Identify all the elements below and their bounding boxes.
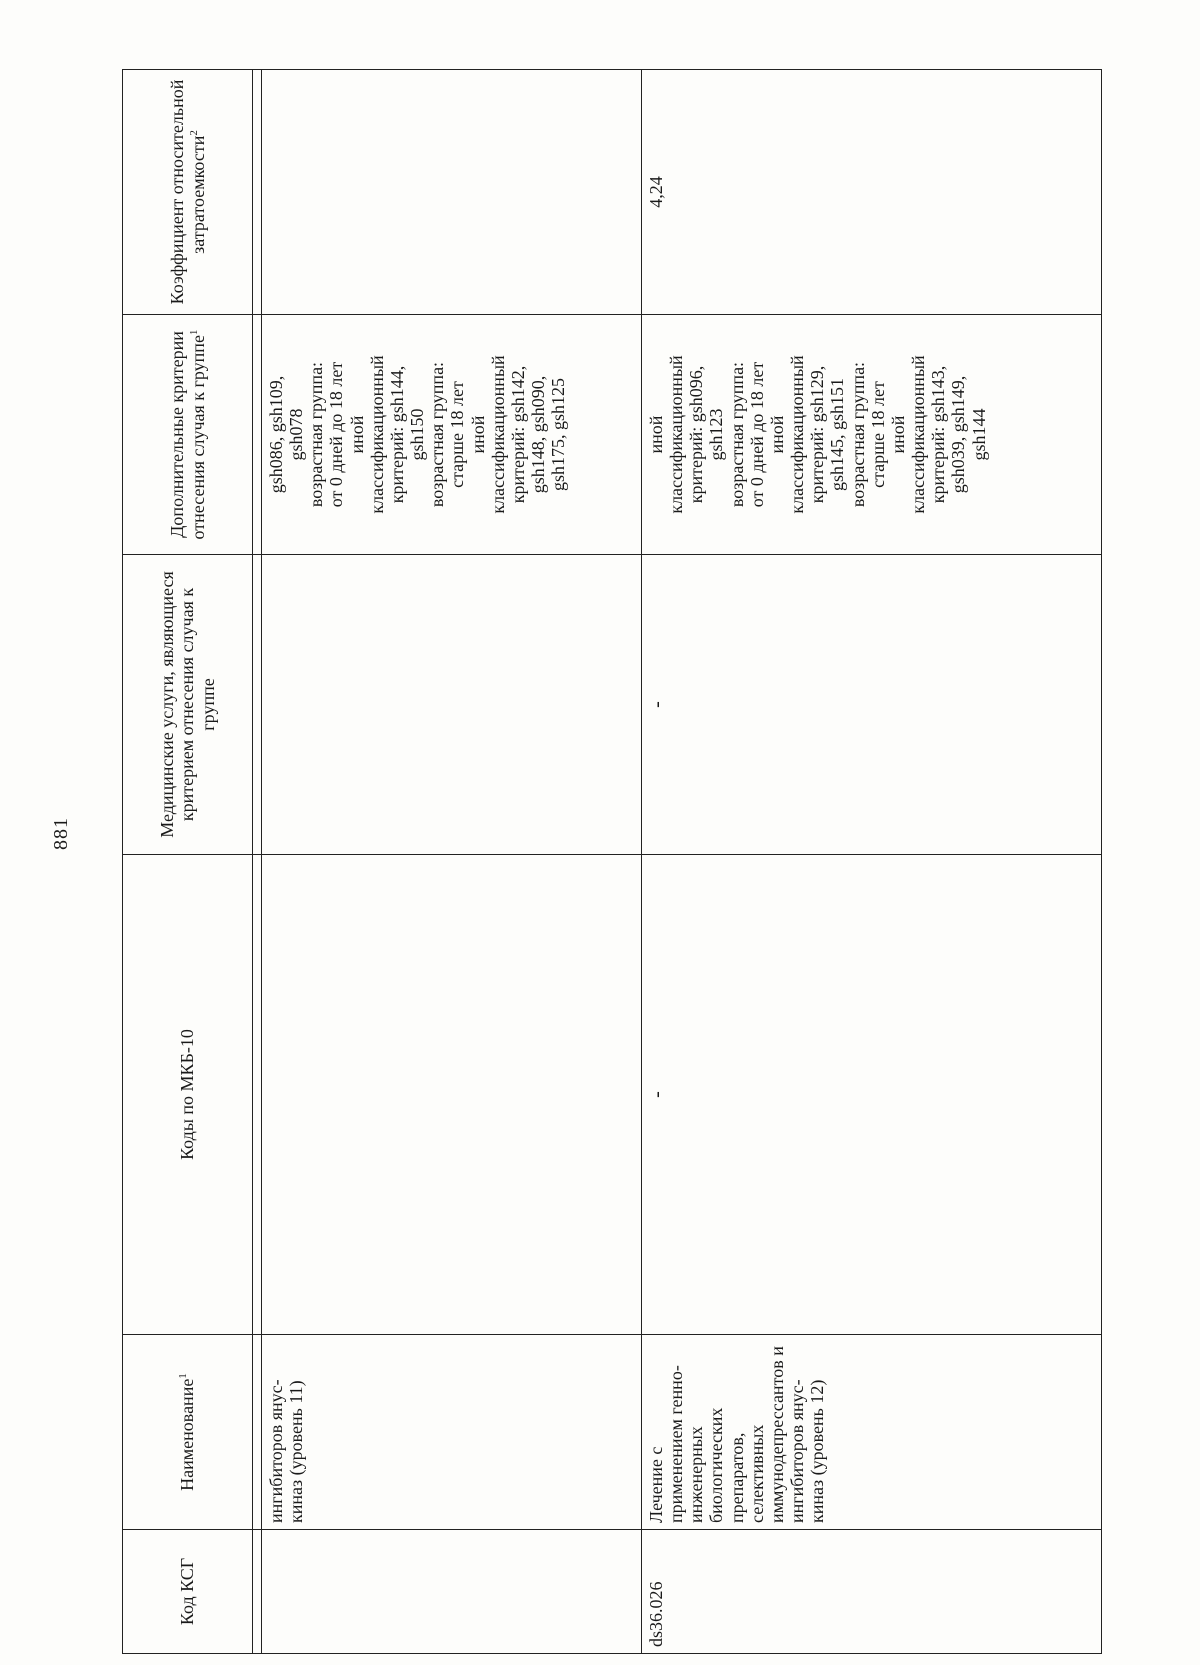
criteria-line: иной [646, 415, 666, 454]
header-criteria-label: Дополнительные критерии отнесения случая к группе [167, 331, 208, 540]
header-coef [123, 70, 253, 315]
criteria-line: gsh144 [968, 408, 989, 461]
criteria-line: иной [766, 415, 787, 454]
criteria-line: возрастная группа: [306, 361, 327, 508]
cell-criteria [262, 315, 642, 555]
criteria-line: классификационный [366, 355, 387, 514]
criteria-line: критерий: gsh096, [686, 365, 707, 504]
criteria-line: критерий: gsh143, [928, 365, 949, 504]
cell-mkb: - [642, 855, 1102, 1335]
header-criteria-footnote: 1 [187, 329, 200, 336]
criteria-line: классификационный [787, 355, 808, 514]
criteria-line: иной [467, 415, 488, 454]
criteria-line: критерий: gsh144, [386, 365, 407, 504]
criteria-line: иной [887, 415, 908, 454]
table-header-row [123, 70, 253, 1654]
cell-mkb [262, 855, 642, 1335]
header-mkb [123, 855, 253, 1335]
criteria-line: от 0 дней до 18 лет [326, 361, 347, 508]
criteria-line: gsh145, gsh151 [827, 378, 848, 492]
criteria-line: классификационный [487, 355, 508, 514]
header-code-label: Код КСГ [177, 1557, 198, 1626]
cell-code [262, 1530, 642, 1654]
criteria-line: gsh123 [706, 408, 727, 461]
sep-cell [253, 70, 262, 315]
criteria-line: gsh175, gsh125 [548, 378, 569, 492]
criteria-line: старше 18 лет [867, 381, 888, 488]
header-name [123, 1335, 253, 1530]
criteria-line: классификационный [908, 355, 929, 514]
sep-cell [253, 1335, 262, 1530]
cell-coef [262, 70, 642, 315]
cell-name: Лечение с применением генно-инженерных биологических препаратов, селективных иммунодепрессантов и ингибиторов янус-киназ (уровень 12) [642, 1335, 1102, 1530]
criteria-line: критерий: gsh142, [507, 365, 528, 504]
criteria-line: иной [346, 415, 367, 454]
sep-cell [253, 555, 262, 855]
ksg-table [122, 69, 1102, 1654]
cell-criteria [642, 315, 1102, 555]
cell-code: ds36.026 [642, 1530, 1102, 1654]
criteria-line: от 0 дней до 18 лет [746, 361, 767, 508]
criteria-line: возрастная группа: [847, 361, 868, 508]
criteria-line: критерий: gsh129, [807, 365, 828, 504]
cell-name: ингибиторов янус-киназ (уровень 11) [262, 1335, 642, 1530]
header-coef-label: Коэффициент относительной затратоемкости [167, 79, 208, 305]
criteria-line: gsh086, gsh109, [266, 375, 286, 494]
header-med-services [123, 555, 253, 855]
table-row [642, 70, 1102, 1654]
criteria-line: gsh150 [407, 408, 428, 461]
criteria-line: возрастная группа: [726, 361, 747, 508]
table-row [262, 70, 642, 1654]
criteria-line: классификационный [666, 355, 687, 514]
header-code [123, 1530, 253, 1654]
header-name-footnote: 1 [177, 1373, 190, 1379]
criteria-line: gsh039, gsh149, [948, 375, 969, 494]
sep-cell [253, 1530, 262, 1654]
header-mkb-label: Коды по МКБ-10 [177, 1029, 198, 1160]
header-separator-row [253, 70, 262, 1654]
header-criteria [123, 315, 253, 555]
header-med-services-label: Медицинские услуги, являющиеся критерием отнесения случая к группе [157, 571, 218, 838]
cell-med-services [262, 555, 642, 855]
criteria-line: gsh078 [286, 408, 307, 461]
criteria-line: возрастная группа: [427, 361, 448, 508]
page-number: 881 [50, 817, 72, 850]
sep-cell [253, 855, 262, 1335]
header-coef-footnote: 2 [187, 130, 200, 136]
criteria-line: старше 18 лет [447, 381, 468, 488]
cell-coef: 4,24 [642, 70, 1102, 315]
cell-med-services: - [642, 555, 1102, 855]
criteria-line: gsh148, gsh090, [528, 375, 549, 494]
ksg-table-container [122, 69, 1102, 1654]
header-name-label: Наименование [177, 1378, 198, 1491]
sep-cell [253, 315, 262, 555]
